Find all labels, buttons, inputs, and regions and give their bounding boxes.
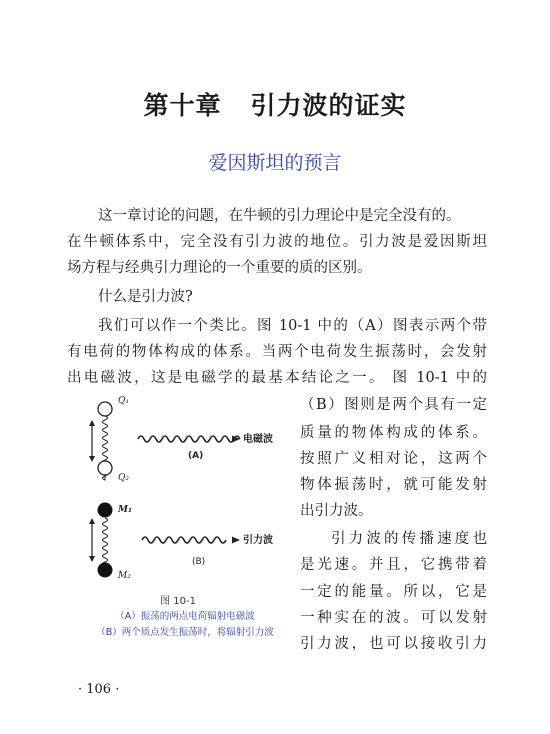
paragraph-line: 在牛顿体系中，完全没有引力波的地位。引力波是爱因斯坦: [67, 234, 487, 250]
question-line: 什么是引力波?: [98, 289, 193, 305]
paragraph-line: 这一章讨论的问题，在牛顿的引力理论中是完全没有的。: [98, 208, 461, 224]
figure-caption-b: （B）两个质点发生振荡时，将辐射引力波: [96, 627, 274, 638]
paragraph-line: 引力波的传播速度也: [331, 531, 487, 547]
charge-q1: [98, 402, 112, 416]
label-q2: Q₂: [118, 473, 129, 483]
figure-10-1: [70, 392, 295, 592]
grav-wave-arrowhead: [232, 537, 240, 544]
figure-caption-a: （A）振荡的两点电荷辐射电磁波: [115, 611, 255, 622]
paragraph-line: 是光速。并且，它携带着: [300, 557, 487, 573]
grav-wave-label: 引力波: [243, 535, 273, 546]
panel-b-label: (B): [192, 557, 206, 567]
label-q1: Q₁: [118, 396, 129, 406]
spring-b: [103, 518, 108, 570]
em-wave: [138, 436, 240, 442]
paragraph-line: 质量的物体构成的体系。: [300, 425, 487, 441]
paragraph-line: （B）图则是两个具有一定: [300, 397, 487, 413]
charge-diagram: [89, 396, 129, 483]
mass-diagram: [89, 503, 132, 582]
mass-m2: [98, 563, 113, 578]
paragraph-line: 出引力波。: [300, 503, 373, 519]
paragraph-line: 物体振荡时，就可能发射: [300, 477, 487, 493]
mass-m1: [98, 503, 113, 518]
paragraph-line: 引力波，也可以接收引力: [300, 636, 487, 652]
figure-number: 图 10-1: [160, 596, 196, 607]
em-wave-label: 电磁波: [243, 434, 273, 445]
paragraph-line: 一定的能量。所以，它是: [300, 584, 487, 600]
paragraph-line: 一种实在的波。可以发射: [300, 610, 487, 626]
gravitational-wave: [142, 537, 226, 543]
section-title: 爱因斯坦的预言: [208, 152, 342, 174]
page-number: · 106 ·: [78, 682, 120, 697]
paragraph-line: 场方程与经典引力理论的一个重要的质的区别。: [67, 260, 372, 276]
paragraph-line: 有电荷的物体构成的体系。当两个电荷发生振荡时，会发射: [67, 344, 487, 360]
label-m2: M₂: [118, 571, 131, 581]
chapter-title: 第十章 引力波的证实: [143, 91, 407, 120]
panel-a-label: (A): [188, 451, 204, 461]
charge-q2: [98, 461, 112, 475]
paragraph-line: 出电磁波，这是电磁学的最基本结论之一。 图 10-1 中的: [67, 370, 487, 386]
label-m1: M₁: [118, 505, 132, 515]
paragraph-line: 按照广义相对论，这两个: [300, 451, 487, 467]
paragraph-line: 我们可以作一个类比。图 10-1 中的（A）图表示两个带: [98, 318, 487, 334]
